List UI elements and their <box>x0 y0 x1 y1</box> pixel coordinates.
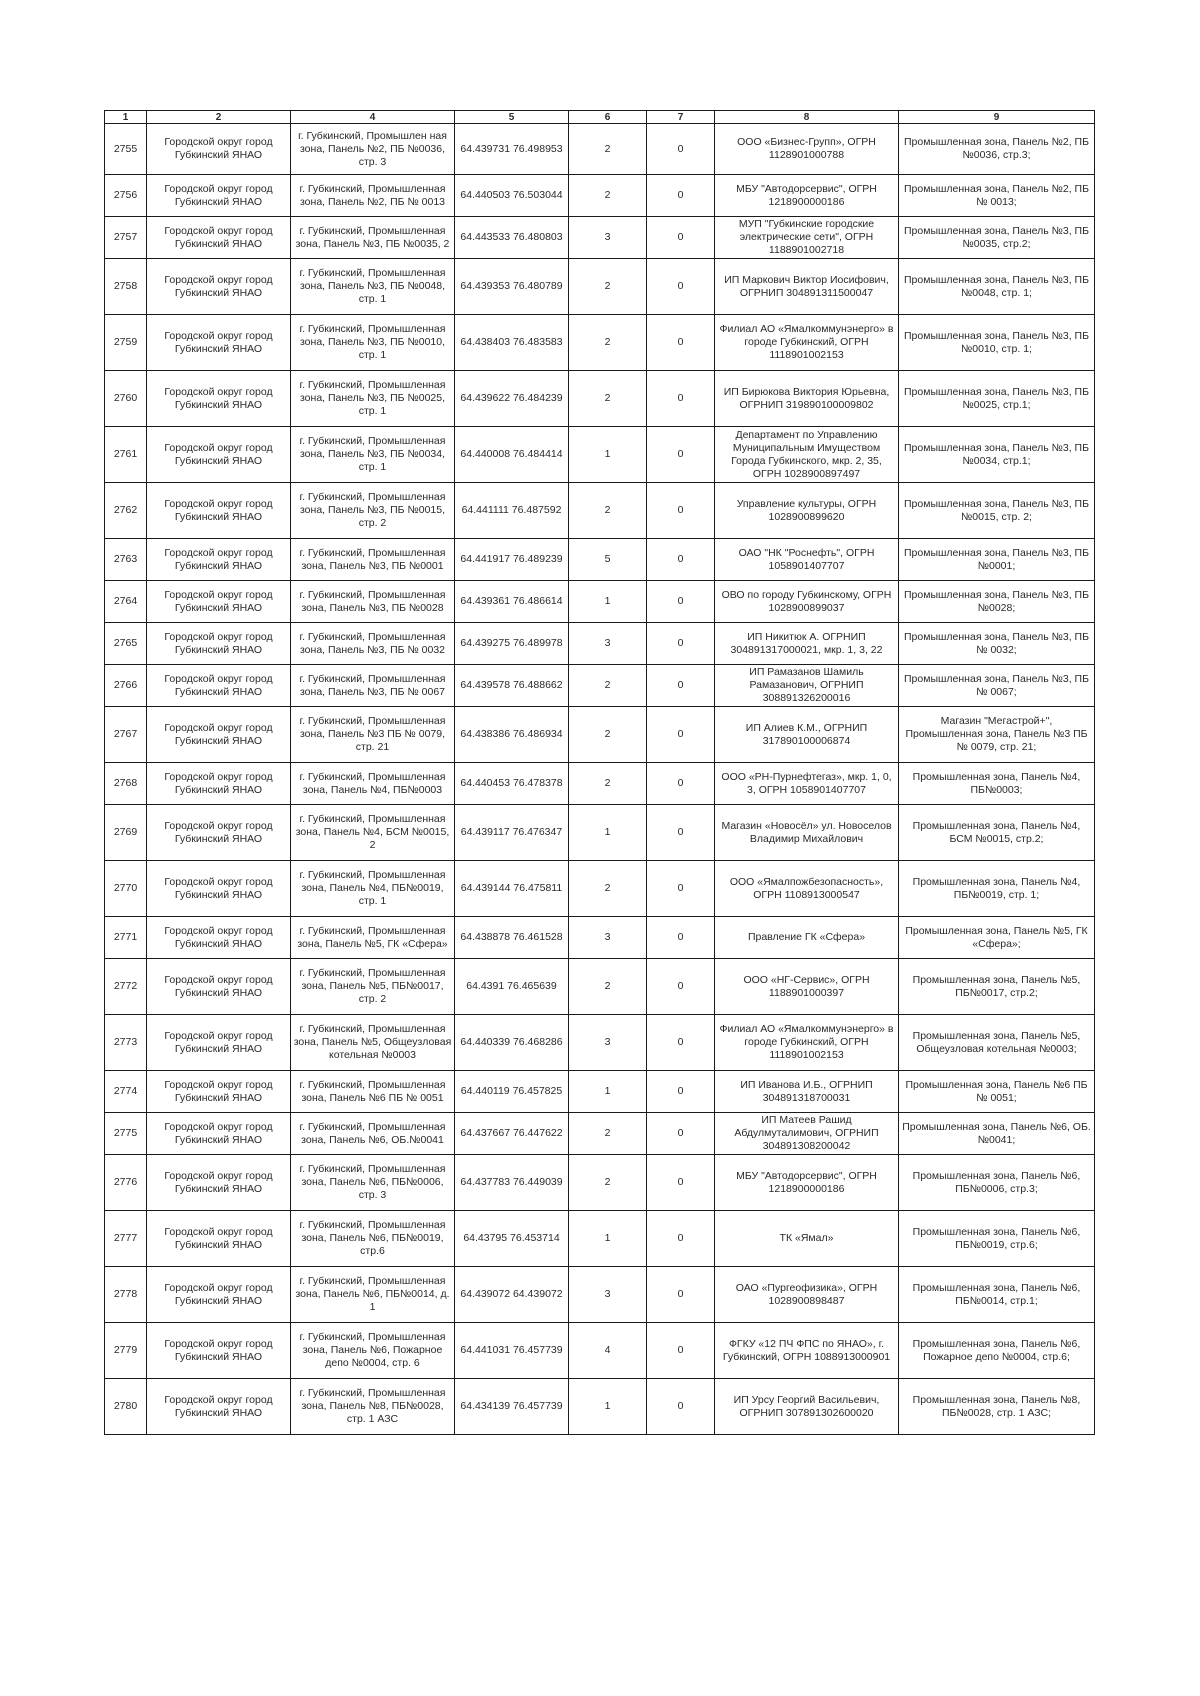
cell-municipality: Городской округ город Губкинский ЯНАО <box>147 175 291 217</box>
cell-municipality: Городской округ город Губкинский ЯНАО <box>147 217 291 259</box>
cell-number: 2762 <box>105 483 147 539</box>
cell-col6: 3 <box>569 217 647 259</box>
cell-coordinates: 64.438403 76.483583 <box>455 315 569 371</box>
cell-owner: Магазин «Новосёл» ул. Новоселов Владимир Михайлович <box>715 805 899 861</box>
cell-col6: 2 <box>569 259 647 315</box>
table-row <box>105 315 1095 371</box>
cell-address: г. Губкинский, Промышленная зона, Панель №8, ПБ№0028, стр. 1 АЗС <box>291 1379 455 1435</box>
cell-address: г. Губкинский, Промышленная зона, Панель №3, ПБ №0028 <box>291 581 455 623</box>
cell-col6: 1 <box>569 805 647 861</box>
cell-owner: Управление культуры, ОГРН 1028900899620 <box>715 483 899 539</box>
cell-municipality: Городской округ город Губкинский ЯНАО <box>147 259 291 315</box>
table-row <box>105 217 1095 259</box>
cell-coordinates: 64.441031 76.457739 <box>455 1323 569 1379</box>
data-table <box>104 110 1095 1435</box>
cell-col6: 1 <box>569 581 647 623</box>
cell-location: Промышленная зона, Панель №3, ПБ №0048, стр. 1; <box>899 259 1095 315</box>
cell-municipality: Городской округ город Губкинский ЯНАО <box>147 959 291 1015</box>
cell-col7: 0 <box>647 1267 715 1323</box>
cell-municipality: Городской округ город Губкинский ЯНАО <box>147 665 291 707</box>
table-row <box>105 805 1095 861</box>
cell-owner: ИП Рамазанов Шамиль Рамазанович, ОГРНИП 308891326200016 <box>715 665 899 707</box>
table-row <box>105 581 1095 623</box>
cell-municipality: Городской округ город Губкинский ЯНАО <box>147 315 291 371</box>
cell-coordinates: 64.43795 76.453714 <box>455 1211 569 1267</box>
cell-address: г. Губкинский, Промышленная зона, Панель №6 ПБ № 0051 <box>291 1071 455 1113</box>
cell-location: Промышленная зона, Панель №6, ПБ№0006, стр.3; <box>899 1155 1095 1211</box>
cell-municipality: Городской округ город Губкинский ЯНАО <box>147 1211 291 1267</box>
cell-number: 2777 <box>105 1211 147 1267</box>
cell-number: 2761 <box>105 427 147 483</box>
table-row <box>105 623 1095 665</box>
cell-number: 2770 <box>105 861 147 917</box>
cell-location: Промышленная зона, Панель №2, ПБ № 0013; <box>899 175 1095 217</box>
cell-location: Промышленная зона, Панель №6 ПБ № 0051; <box>899 1071 1095 1113</box>
table-row <box>105 1015 1095 1071</box>
column-header: 7 <box>647 111 715 124</box>
table-row <box>105 1323 1095 1379</box>
table-row <box>105 175 1095 217</box>
cell-location: Промышленная зона, Панель №3, ПБ № 0032; <box>899 623 1095 665</box>
cell-municipality: Городской округ город Губкинский ЯНАО <box>147 371 291 427</box>
cell-number: 2764 <box>105 581 147 623</box>
table-row <box>105 917 1095 959</box>
cell-location: Промышленная зона, Панель №3, ПБ №0028; <box>899 581 1095 623</box>
cell-municipality: Городской округ город Губкинский ЯНАО <box>147 483 291 539</box>
cell-coordinates: 64.439731 76.498953 <box>455 124 569 175</box>
cell-col7: 0 <box>647 1071 715 1113</box>
cell-owner: Правление ГК «Сфера» <box>715 917 899 959</box>
cell-address: г. Губкинский, Промышленная зона, Панель №6, ОБ.№0041 <box>291 1113 455 1155</box>
cell-location: Промышленная зона, Панель №3, ПБ №0010, стр. 1; <box>899 315 1095 371</box>
cell-col7: 0 <box>647 175 715 217</box>
cell-col6: 2 <box>569 763 647 805</box>
cell-col7: 0 <box>647 315 715 371</box>
cell-number: 2758 <box>105 259 147 315</box>
header-row <box>105 111 1095 124</box>
column-header: 4 <box>291 111 455 124</box>
cell-col7: 0 <box>647 371 715 427</box>
cell-municipality: Городской округ город Губкинский ЯНАО <box>147 427 291 483</box>
cell-owner: ООО «РН-Пурнефтегаз», мкр. 1, 0, 3, ОГРН 1058901407707 <box>715 763 899 805</box>
cell-col7: 0 <box>647 861 715 917</box>
cell-coordinates: 64.439622 76.484239 <box>455 371 569 427</box>
cell-number: 2776 <box>105 1155 147 1211</box>
table-row <box>105 707 1095 763</box>
cell-location: Промышленная зона, Панель №3, ПБ № 0067; <box>899 665 1095 707</box>
cell-col7: 0 <box>647 1323 715 1379</box>
cell-number: 2766 <box>105 665 147 707</box>
cell-coordinates: 64.437667 76.447622 <box>455 1113 569 1155</box>
cell-coordinates: 64.439144 76.475811 <box>455 861 569 917</box>
table-row <box>105 1113 1095 1155</box>
cell-address: г. Губкинский, Промышленная зона, Панель №3, ПБ № 0067 <box>291 665 455 707</box>
cell-owner: МБУ "Автодорсервис", ОГРН 1218900000186 <box>715 1155 899 1211</box>
table-row <box>105 539 1095 581</box>
cell-location: Промышленная зона, Панель №4, БСМ №0015, стр.2; <box>899 805 1095 861</box>
cell-col6: 2 <box>569 707 647 763</box>
cell-number: 2759 <box>105 315 147 371</box>
table-row <box>105 1071 1095 1113</box>
cell-location: Промышленная зона, Панель №3, ПБ №0034, стр.1; <box>899 427 1095 483</box>
table-row <box>105 1211 1095 1267</box>
cell-owner: ОАО «Пургеофизика», ОГРН 1028900898487 <box>715 1267 899 1323</box>
cell-col7: 0 <box>647 259 715 315</box>
cell-owner: ТК «Ямал» <box>715 1211 899 1267</box>
cell-col6: 3 <box>569 623 647 665</box>
cell-owner: ИП Алиев К.М., ОГРНИП 317890100006874 <box>715 707 899 763</box>
cell-col6: 2 <box>569 483 647 539</box>
cell-municipality: Городской округ город Губкинский ЯНАО <box>147 1071 291 1113</box>
cell-col7: 0 <box>647 917 715 959</box>
cell-municipality: Городской округ город Губкинский ЯНАО <box>147 861 291 917</box>
cell-col6: 2 <box>569 1155 647 1211</box>
cell-address: г. Губкинский, Промышленная зона, Панель №5, Общеузловая котельная №0003 <box>291 1015 455 1071</box>
cell-municipality: Городской округ город Губкинский ЯНАО <box>147 917 291 959</box>
cell-owner: ООО «Ямалпожбезопасность», ОГРН 1108913000547 <box>715 861 899 917</box>
cell-coordinates: 64.439361 76.486614 <box>455 581 569 623</box>
cell-col6: 5 <box>569 539 647 581</box>
cell-location: Промышленная зона, Панель №6, Пожарное депо №0004, стр.6; <box>899 1323 1095 1379</box>
cell-number: 2767 <box>105 707 147 763</box>
cell-address: г. Губкинский, Промышленная зона, Панель №3, ПБ №0015, стр. 2 <box>291 483 455 539</box>
table-row <box>105 259 1095 315</box>
cell-col7: 0 <box>647 483 715 539</box>
cell-number: 2771 <box>105 917 147 959</box>
cell-address: г. Губкинский, Промышленная зона, Панель №3, ПБ №0034, стр. 1 <box>291 427 455 483</box>
cell-address: г. Губкинский, Промышленная зона, Панель №6, Пожарное депо №0004, стр. 6 <box>291 1323 455 1379</box>
table-row <box>105 427 1095 483</box>
cell-number: 2760 <box>105 371 147 427</box>
cell-coordinates: 64.438386 76.486934 <box>455 707 569 763</box>
cell-address: г. Губкинский, Промышленная зона, Панель №3, ПБ № 0032 <box>291 623 455 665</box>
cell-address: г. Губкинский, Промышленная зона, Панель №3, ПБ №0010, стр. 1 <box>291 315 455 371</box>
cell-col7: 0 <box>647 1113 715 1155</box>
cell-col7: 0 <box>647 1211 715 1267</box>
cell-owner: ФГКУ «12 ПЧ ФПС по ЯНАО», г. Губкинский, ОГРН 1088913000901 <box>715 1323 899 1379</box>
cell-coordinates: 64.439578 76.488662 <box>455 665 569 707</box>
cell-address: г. Губкинский, Промышленная зона, Панель №5, ПБ№0017, стр. 2 <box>291 959 455 1015</box>
cell-owner: Департамент по Управлению Муниципальным Имуществом Города Губкинского, мкр. 2, 35, ОГРН 1028900897497 <box>715 427 899 483</box>
cell-address: г. Губкинский, Промышленная зона, Панель №6, ПБ№0014, д. 1 <box>291 1267 455 1323</box>
cell-number: 2757 <box>105 217 147 259</box>
cell-municipality: Городской округ город Губкинский ЯНАО <box>147 1015 291 1071</box>
cell-municipality: Городской округ город Губкинский ЯНАО <box>147 124 291 175</box>
cell-coordinates: 64.438878 76.461528 <box>455 917 569 959</box>
column-header: 2 <box>147 111 291 124</box>
cell-address: г. Губкинский, Промышленная зона, Панель №4, БСМ №0015, 2 <box>291 805 455 861</box>
cell-location: Промышленная зона, Панель №3, ПБ №0001; <box>899 539 1095 581</box>
cell-location: Промышленная зона, Панель №3, ПБ №0035, стр.2; <box>899 217 1095 259</box>
cell-address: г. Губкинский, Промышленная зона, Панель №3 ПБ № 0079, стр. 21 <box>291 707 455 763</box>
cell-owner: ОВО по городу Губкинскому, ОГРН 1028900899037 <box>715 581 899 623</box>
cell-municipality: Городской округ город Губкинский ЯНАО <box>147 1267 291 1323</box>
cell-address: г. Губкинский, Промышленная зона, Панель №4, ПБ№0003 <box>291 763 455 805</box>
cell-municipality: Городской округ город Губкинский ЯНАО <box>147 1155 291 1211</box>
cell-col6: 2 <box>569 665 647 707</box>
cell-coordinates: 64.443533 76.480803 <box>455 217 569 259</box>
cell-address: г. Губкинский, Промышленная зона, Панель №5, ГК «Сфера» <box>291 917 455 959</box>
cell-number: 2765 <box>105 623 147 665</box>
cell-municipality: Городской округ город Губкинский ЯНАО <box>147 623 291 665</box>
cell-number: 2780 <box>105 1379 147 1435</box>
table-row <box>105 1267 1095 1323</box>
cell-col6: 3 <box>569 1015 647 1071</box>
cell-owner: ИП Урсу Георгий Васильевич, ОГРНИП 307891302600020 <box>715 1379 899 1435</box>
table-row <box>105 124 1095 175</box>
cell-number: 2755 <box>105 124 147 175</box>
cell-location: Промышленная зона, Панель №4, ПБ№0003; <box>899 763 1095 805</box>
cell-location: Промышленная зона, Панель №6, ОБ.№0041; <box>899 1113 1095 1155</box>
cell-number: 2763 <box>105 539 147 581</box>
cell-col7: 0 <box>647 1155 715 1211</box>
cell-address: г. Губкинский, Промышленная зона, Панель №3, ПБ №0025, стр. 1 <box>291 371 455 427</box>
cell-col7: 0 <box>647 1015 715 1071</box>
cell-col6: 1 <box>569 427 647 483</box>
cell-col6: 2 <box>569 315 647 371</box>
table-row <box>105 665 1095 707</box>
cell-col7: 0 <box>647 805 715 861</box>
table-row <box>105 959 1095 1015</box>
column-header: 6 <box>569 111 647 124</box>
cell-location: Промышленная зона, Панель №5, ПБ№0017, стр.2; <box>899 959 1095 1015</box>
cell-location: Магазин "Мегастрой+", Промышленная зона, Панель №3 ПБ № 0079, стр. 21; <box>899 707 1095 763</box>
cell-col6: 1 <box>569 1379 647 1435</box>
cell-number: 2769 <box>105 805 147 861</box>
cell-col6: 2 <box>569 371 647 427</box>
cell-location: Промышленная зона, Панель №6, ПБ№0019, стр.6; <box>899 1211 1095 1267</box>
cell-owner: Филиал АО «Ямалкоммунэнерго» в городе Губкинский, ОГРН 1118901002153 <box>715 1015 899 1071</box>
cell-col6: 2 <box>569 1113 647 1155</box>
table-row <box>105 1155 1095 1211</box>
column-header: 9 <box>899 111 1095 124</box>
table-row <box>105 483 1095 539</box>
cell-owner: ИП Бирюкова Виктория Юрьевна, ОГРНИП 319890100009802 <box>715 371 899 427</box>
cell-address: г. Губкинский, Промышленная зона, Панель №3, ПБ №0001 <box>291 539 455 581</box>
table-row <box>105 861 1095 917</box>
cell-col6: 1 <box>569 1211 647 1267</box>
cell-coordinates: 64.439072 64.439072 <box>455 1267 569 1323</box>
cell-col6: 1 <box>569 1071 647 1113</box>
cell-number: 2756 <box>105 175 147 217</box>
cell-coordinates: 64.440503 76.503044 <box>455 175 569 217</box>
cell-owner: ИП Иванова И.Б., ОГРНИП 304891318700031 <box>715 1071 899 1113</box>
cell-owner: ИП Матеев Рашид Абдулмуталимович, ОГРНИП 304891308200042 <box>715 1113 899 1155</box>
cell-coordinates: 64.440453 76.478378 <box>455 763 569 805</box>
cell-number: 2778 <box>105 1267 147 1323</box>
cell-municipality: Городской округ город Губкинский ЯНАО <box>147 763 291 805</box>
cell-coordinates: 64.439117 76.476347 <box>455 805 569 861</box>
cell-location: Промышленная зона, Панель №5, ГК «Сфера»; <box>899 917 1095 959</box>
table-row <box>105 371 1095 427</box>
cell-coordinates: 64.439353 76.480789 <box>455 259 569 315</box>
cell-location: Промышленная зона, Панель №8, ПБ№0028, стр. 1 АЗС; <box>899 1379 1095 1435</box>
cell-col7: 0 <box>647 1379 715 1435</box>
cell-col6: 4 <box>569 1323 647 1379</box>
cell-owner: ИП Никитюк А. ОГРНИП 304891317000021, мкр. 1, 3, 22 <box>715 623 899 665</box>
cell-col7: 0 <box>647 959 715 1015</box>
cell-col7: 0 <box>647 707 715 763</box>
cell-col7: 0 <box>647 427 715 483</box>
cell-number: 2768 <box>105 763 147 805</box>
cell-owner: ОАО "НК "Роснефть", ОГРН 1058901407707 <box>715 539 899 581</box>
cell-col7: 0 <box>647 539 715 581</box>
column-header: 1 <box>105 111 147 124</box>
cell-coordinates: 64.440339 76.468286 <box>455 1015 569 1071</box>
cell-address: г. Губкинский, Промышленная зона, Панель №3, ПБ №0035, 2 <box>291 217 455 259</box>
cell-owner: ООО «Бизнес-Групп», ОГРН 1128901000788 <box>715 124 899 175</box>
cell-address: г. Губкинский, Промышлен ная зона, Панель №2, ПБ №0036, стр. 3 <box>291 124 455 175</box>
cell-col6: 2 <box>569 861 647 917</box>
cell-col7: 0 <box>647 665 715 707</box>
cell-coordinates: 64.4391 76.465639 <box>455 959 569 1015</box>
cell-location: Промышленная зона, Панель №2, ПБ №0036, стр.3; <box>899 124 1095 175</box>
column-header: 8 <box>715 111 899 124</box>
cell-location: Промышленная зона, Панель №3, ПБ №0015, стр. 2; <box>899 483 1095 539</box>
cell-number: 2775 <box>105 1113 147 1155</box>
cell-address: г. Губкинский, Промышленная зона, Панель №6, ПБ№0006, стр. 3 <box>291 1155 455 1211</box>
cell-address: г. Губкинский, Промышленная зона, Панель №3, ПБ №0048, стр. 1 <box>291 259 455 315</box>
cell-coordinates: 64.439275 76.489978 <box>455 623 569 665</box>
cell-municipality: Городской округ город Губкинский ЯНАО <box>147 1113 291 1155</box>
cell-municipality: Городской округ город Губкинский ЯНАО <box>147 1323 291 1379</box>
cell-owner: Филиал АО «Ямалкоммунэнерго» в городе Губкинский, ОГРН 1118901002153 <box>715 315 899 371</box>
cell-owner: МУП "Губкинские городские электрические сети", ОГРН 1188901002718 <box>715 217 899 259</box>
cell-col6: 2 <box>569 959 647 1015</box>
cell-owner: ООО «НГ-Сервис», ОГРН 1188901000397 <box>715 959 899 1015</box>
table-row <box>105 1379 1095 1435</box>
cell-address: г. Губкинский, Промышленная зона, Панель №4, ПБ№0019, стр. 1 <box>291 861 455 917</box>
cell-municipality: Городской округ город Губкинский ЯНАО <box>147 581 291 623</box>
cell-location: Промышленная зона, Панель №4, ПБ№0019, стр. 1; <box>899 861 1095 917</box>
table-row <box>105 763 1095 805</box>
cell-municipality: Городской округ город Губкинский ЯНАО <box>147 707 291 763</box>
cell-owner: МБУ "Автодорсервис", ОГРН 1218900000186 <box>715 175 899 217</box>
column-header: 5 <box>455 111 569 124</box>
cell-municipality: Городской округ город Губкинский ЯНАО <box>147 1379 291 1435</box>
cell-location: Промышленная зона, Панель №5, Общеузловая котельная №0003; <box>899 1015 1095 1071</box>
cell-number: 2773 <box>105 1015 147 1071</box>
cell-location: Промышленная зона, Панель №3, ПБ №0025, стр.1; <box>899 371 1095 427</box>
cell-col6: 3 <box>569 917 647 959</box>
cell-col7: 0 <box>647 217 715 259</box>
cell-coordinates: 64.441111 76.487592 <box>455 483 569 539</box>
cell-number: 2772 <box>105 959 147 1015</box>
cell-col7: 0 <box>647 763 715 805</box>
cell-coordinates: 64.434139 76.457739 <box>455 1379 569 1435</box>
cell-number: 2779 <box>105 1323 147 1379</box>
cell-municipality: Городской округ город Губкинский ЯНАО <box>147 805 291 861</box>
cell-coordinates: 64.440008 76.484414 <box>455 427 569 483</box>
cell-coordinates: 64.440119 76.457825 <box>455 1071 569 1113</box>
cell-col7: 0 <box>647 623 715 665</box>
cell-owner: ИП Маркович Виктор Иосифович, ОГРНИП 304891311500047 <box>715 259 899 315</box>
cell-address: г. Губкинский, Промышленная зона, Панель №6, ПБ№0019, стр.6 <box>291 1211 455 1267</box>
cell-col7: 0 <box>647 124 715 175</box>
cell-col6: 3 <box>569 1267 647 1323</box>
cell-coordinates: 64.441917 76.489239 <box>455 539 569 581</box>
cell-col6: 2 <box>569 175 647 217</box>
cell-address: г. Губкинский, Промышленная зона, Панель №2, ПБ № 0013 <box>291 175 455 217</box>
cell-coordinates: 64.437783 76.449039 <box>455 1155 569 1211</box>
cell-col6: 2 <box>569 124 647 175</box>
cell-location: Промышленная зона, Панель №6, ПБ№0014, стр.1; <box>899 1267 1095 1323</box>
cell-number: 2774 <box>105 1071 147 1113</box>
cell-col7: 0 <box>647 581 715 623</box>
cell-municipality: Городской округ город Губкинский ЯНАО <box>147 539 291 581</box>
